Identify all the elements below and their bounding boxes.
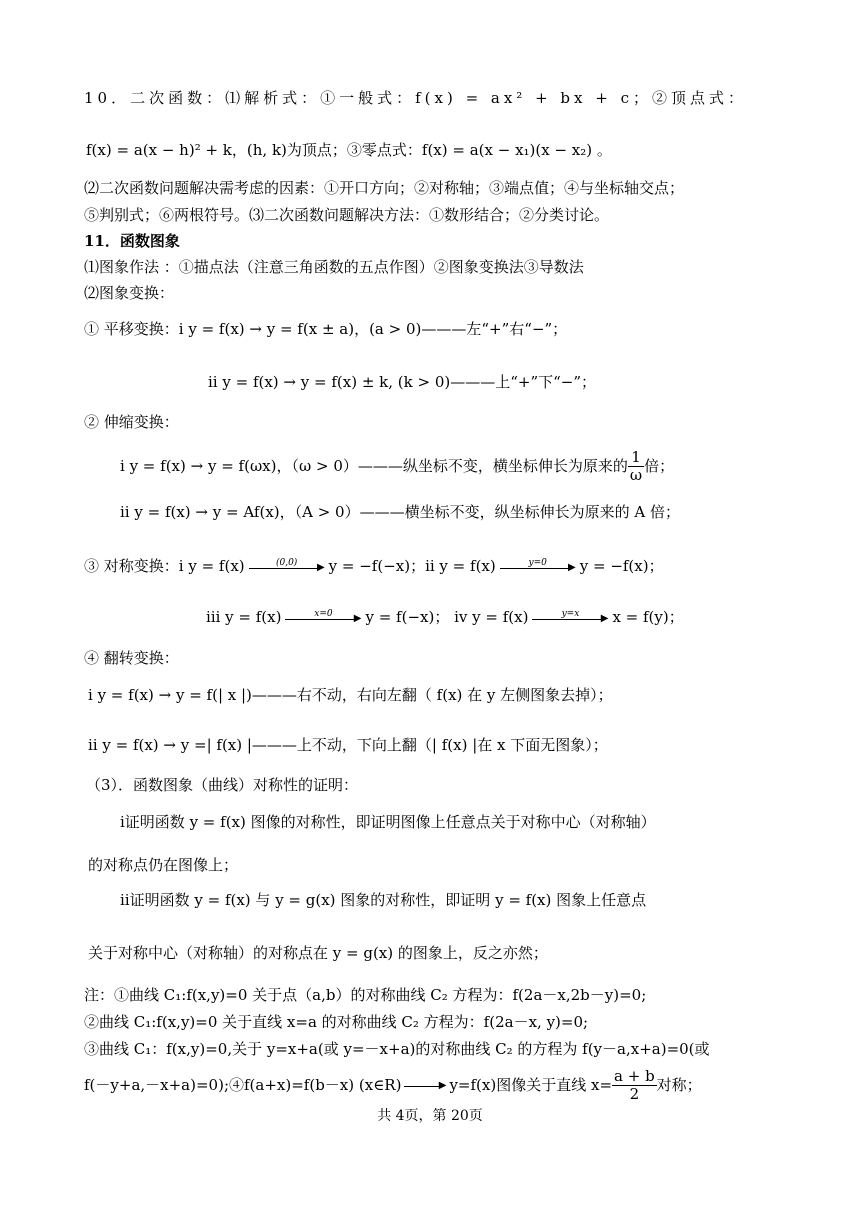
arrow-y-axis-symmetry bbox=[285, 608, 361, 628]
flip-heading: ④ 翻转变换： bbox=[84, 649, 179, 667]
arrow-label: (0,0) bbox=[275, 558, 298, 568]
proof-line-2: 的对称点仍在图像上； bbox=[88, 856, 239, 874]
arrow-label: y=x bbox=[561, 609, 580, 619]
fraction-denominator: ω bbox=[629, 466, 643, 485]
symmetry-line-2-a: ⅲ y = f(x) bbox=[206, 608, 282, 626]
graph-methods-line: ⑴图象作法 ：①描点法（注意三角函数的五点作图）②图象变换法③导数法 bbox=[84, 258, 584, 276]
symmetry-line-2-c: x = f(y)； bbox=[612, 608, 684, 626]
fraction-denominator: 2 bbox=[629, 1085, 640, 1104]
translation-line-2: ⅱ y = f(x) → y = f(x) ± k, (k > 0)———上“+”下“−”； bbox=[208, 373, 597, 391]
note-line-4 bbox=[84, 1068, 702, 1104]
note-line-2: ②曲线 C₁:f(x,y)=0 关于直线 x=a 的对称曲线 C₂ 方程为：f(2a－x, y)=0; bbox=[84, 1013, 589, 1031]
symmetry-line-1 bbox=[84, 556, 664, 577]
proof-line-1: ⅰ证明函数 y = f(x) 图像的对称性，即证明图像上任意点关于对称中心（对称轴） bbox=[120, 813, 656, 831]
scaling-line-1-text: ⅰ y = f(x) → y = f(ωx)，（ω > 0）———纵坐标不变，横坐标伸长为原来的 bbox=[120, 456, 628, 475]
arrow-line-yx-symmetry bbox=[532, 608, 608, 628]
quadratic-methods-line: ⑤判别式；⑥两根符号。⑶二次函数问题解决方法：①数形结合；②分类讨论。 bbox=[84, 206, 610, 224]
one-over-omega-fraction bbox=[628, 449, 644, 485]
proof-line-3: ⅱ证明函数 y = f(x) 与 y = g(x) 图象的对称性，即证明 y = f(x) 图象上任意点 bbox=[120, 891, 647, 909]
note-line-4-c: 对称； bbox=[656, 1075, 702, 1094]
proof-line-4: 关于对称中心（对称轴）的对称点在 y = g(x) 的图象上，反之亦然； bbox=[88, 944, 548, 962]
symmetry-proof-heading: （3）．函数图象（曲线）对称性的证明： bbox=[86, 776, 359, 794]
arrowhead-icon: ▶ bbox=[600, 613, 609, 624]
long-arrow-icon: ▶ bbox=[404, 1079, 446, 1093]
arrowhead-icon: ▶ bbox=[568, 562, 576, 573]
arrow-label: x=0 bbox=[314, 609, 333, 619]
section-10-line-2: f(x) = a(x − h)² + k，(h, k)为顶点；③零点式：f(x) = a(x − x₁)(x − x₂) 。 bbox=[86, 141, 612, 159]
scaling-heading: ② 伸缩变换： bbox=[84, 413, 179, 431]
section-10-line-1: 10．二次函数：⑴解析式：①一般式：f(x) = ax² + bx + c；②顶点式： bbox=[84, 89, 747, 107]
symmetry-line-1-c: y = −f(x)； bbox=[579, 557, 664, 575]
arrowhead-icon: ▶ bbox=[316, 562, 325, 573]
scaling-line-1 bbox=[120, 449, 674, 485]
scaling-line-1-end: 倍； bbox=[644, 456, 675, 475]
symmetry-line-2 bbox=[206, 607, 684, 628]
graph-transform-heading: ⑵图象变换： bbox=[84, 284, 175, 302]
page-footer: 共 4页，第 20页 bbox=[377, 1108, 483, 1124]
arrowhead-icon: ▶ bbox=[353, 613, 362, 624]
note-line-1: 注：①曲线 C₁:f(x,y)=0 关于点（a,b）的对称曲线 C₂ 方程为：f(2a－x,2b－y)=0; bbox=[84, 986, 647, 1004]
section-11-heading: 11．函数图象 bbox=[84, 232, 180, 250]
note-line-4-a: f(－y+a,－x+a)=0);④f(a+x)=f(b－x) (x∈R) bbox=[84, 1075, 402, 1094]
note-line-3: ③曲线 C₁：f(x,y)=0,关于 y=x+a(或 y=－x+a)的对称曲线 C₂ 的方程为 f(y－a,x+a)=0(或 bbox=[84, 1040, 710, 1058]
note-line-4-b: y=f(x)图像关于直线 x= bbox=[449, 1075, 613, 1094]
symmetry-line-1-a: ③ 对称变换：ⅰ y = f(x) bbox=[84, 557, 245, 575]
translation-line-1: ① 平移变换：ⅰ y = f(x) → y = f(x ± a)，(a > 0)———左“+”右“−”； bbox=[84, 320, 568, 338]
fraction-numerator: 1 bbox=[628, 449, 644, 467]
symmetry-line-1-b: y = −f(−x)；ⅱ y = f(x) bbox=[328, 557, 496, 575]
arrow-origin-symmetry bbox=[249, 557, 325, 577]
scaling-line-2: ⅱ y = f(x) → y = Af(x)，（A > 0）———横坐标不变，纵坐标伸长为原来的 A 倍； bbox=[120, 503, 680, 521]
flip-line-2: ⅱ y = f(x) → y =| f(x) |———上不动，下向上翻（| f(x) |在 x 下面无图象）； bbox=[88, 736, 608, 754]
a-plus-b-over-2-fraction bbox=[612, 1068, 657, 1104]
quadratic-factors-line: ⑵二次函数问题解决需考虑的因素：①开口方向；②对称轴；③端点值；④与坐标轴交点； bbox=[84, 179, 685, 197]
fraction-numerator: a + b bbox=[614, 1067, 655, 1085]
arrow-x-axis-symmetry bbox=[500, 557, 576, 577]
flip-line-1: ⅰ y = f(x) → y = f(| x |)———右不动，右向左翻（ f(x) 在 y 左侧图象去掉）； bbox=[88, 686, 613, 704]
symmetry-line-2-b: y = f(−x)； ⅳ y = f(x) bbox=[365, 608, 529, 626]
arrow-label: y=0 bbox=[528, 558, 547, 568]
